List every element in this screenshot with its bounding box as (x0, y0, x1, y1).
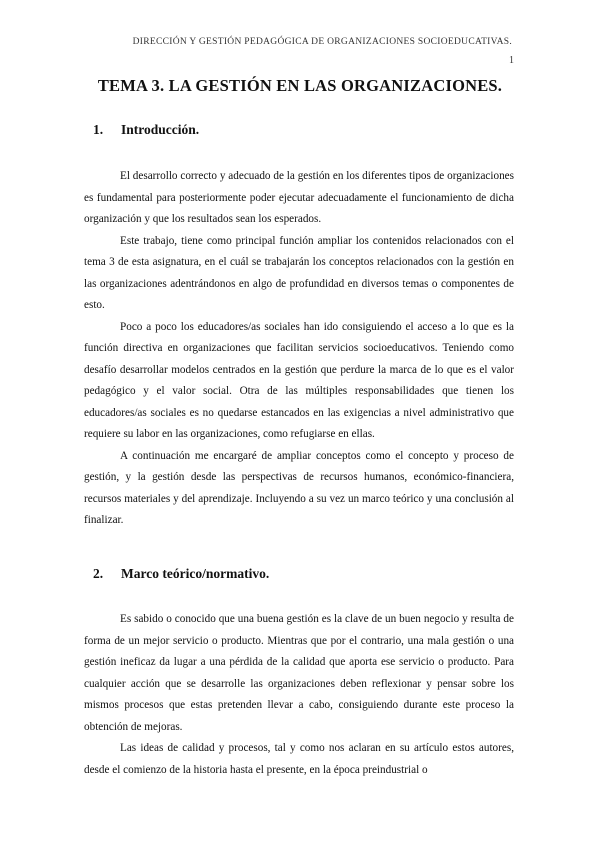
paragraph: Es sabido o conocido que una buena gestión es la clave de un buen negocio y resulta de forma de un mejor servicio o producto. Mientras que por el contrario, una mala gestión o una gestión ineficaz da lugar a una pérdida de la calidad que aporta ese servicio o producto. Para cualquier acción que se desarrolle las organizaciones deben reflexionar y pensar sobre los mismos procesos que estas pretenden llevar a cabo, consiguiendo durante este proceso la obtención de mejoras. (84, 613, 514, 733)
section-body-marco-teorico (84, 609, 514, 781)
section-number: 2. (93, 566, 104, 581)
section-title: Introducción. (121, 122, 200, 137)
running-header: DIRECCIÓN Y GESTIÓN PEDAGÓGICA DE ORGANIZACIONES SOCIOEDUCATIVAS. (132, 37, 512, 47)
section-heading-marco-teorico (93, 566, 269, 582)
section-body-introduccion (84, 166, 514, 532)
section-heading-introduccion (93, 122, 199, 138)
paragraph: Las ideas de calidad y procesos, tal y como nos aclaran en su artículo estos autores, desde el comienzo de la historia hasta el presente, en la época preindustrial o (84, 742, 514, 776)
page-number: 1 (509, 55, 514, 66)
paragraph: El desarrollo correcto y adecuado de la gestión en los diferentes tipos de organizaciones es fundamental para posteriormente poder ejecutar adecuadamente el funcionamiento de dicha organización y que los resultados sean los esperados. (84, 170, 514, 225)
paragraph: Poco a poco los educadores/as sociales han ido consiguiendo el acceso a lo que es la función directiva en organizaciones que facilitan servicios socioeducativos. Teniendo como desafío desarrollar modelos centrados en la gestión que perdure la marca de lo que es el valor pedagógico y el valor social. Otra de las múltiples responsabilidades que tienen los educadores/as sociales es no quedarse estancados en las exigencias a nivel administrativo que requiere su labor en las organizaciones, como refugiarse en ellas. (84, 320, 514, 440)
section-title: Marco teórico/normativo. (121, 566, 270, 581)
paragraph: A continuación me encargaré de ampliar conceptos como el concepto y proceso de gestión, y la gestión desde las perspectivas de recursos humanos, económico-financiera, recursos materiales y del aprendizaje. Incluyendo a su vez un marco teórico y una conclusión al finalizar. (84, 449, 514, 526)
paragraph: Este trabajo, tiene como principal función ampliar los contenidos relacionados con el tema 3 de esta asignatura, en el cuál se trabajarán los conceptos relacionados con la gestión en las organizaciones adentrándonos en algo de profundidad en diversos temas o componentes de esto. (84, 234, 514, 311)
section-number: 1. (93, 122, 104, 137)
document-title: TEMA 3. LA GESTIÓN EN LAS ORGANIZACIONES. (97, 76, 503, 95)
